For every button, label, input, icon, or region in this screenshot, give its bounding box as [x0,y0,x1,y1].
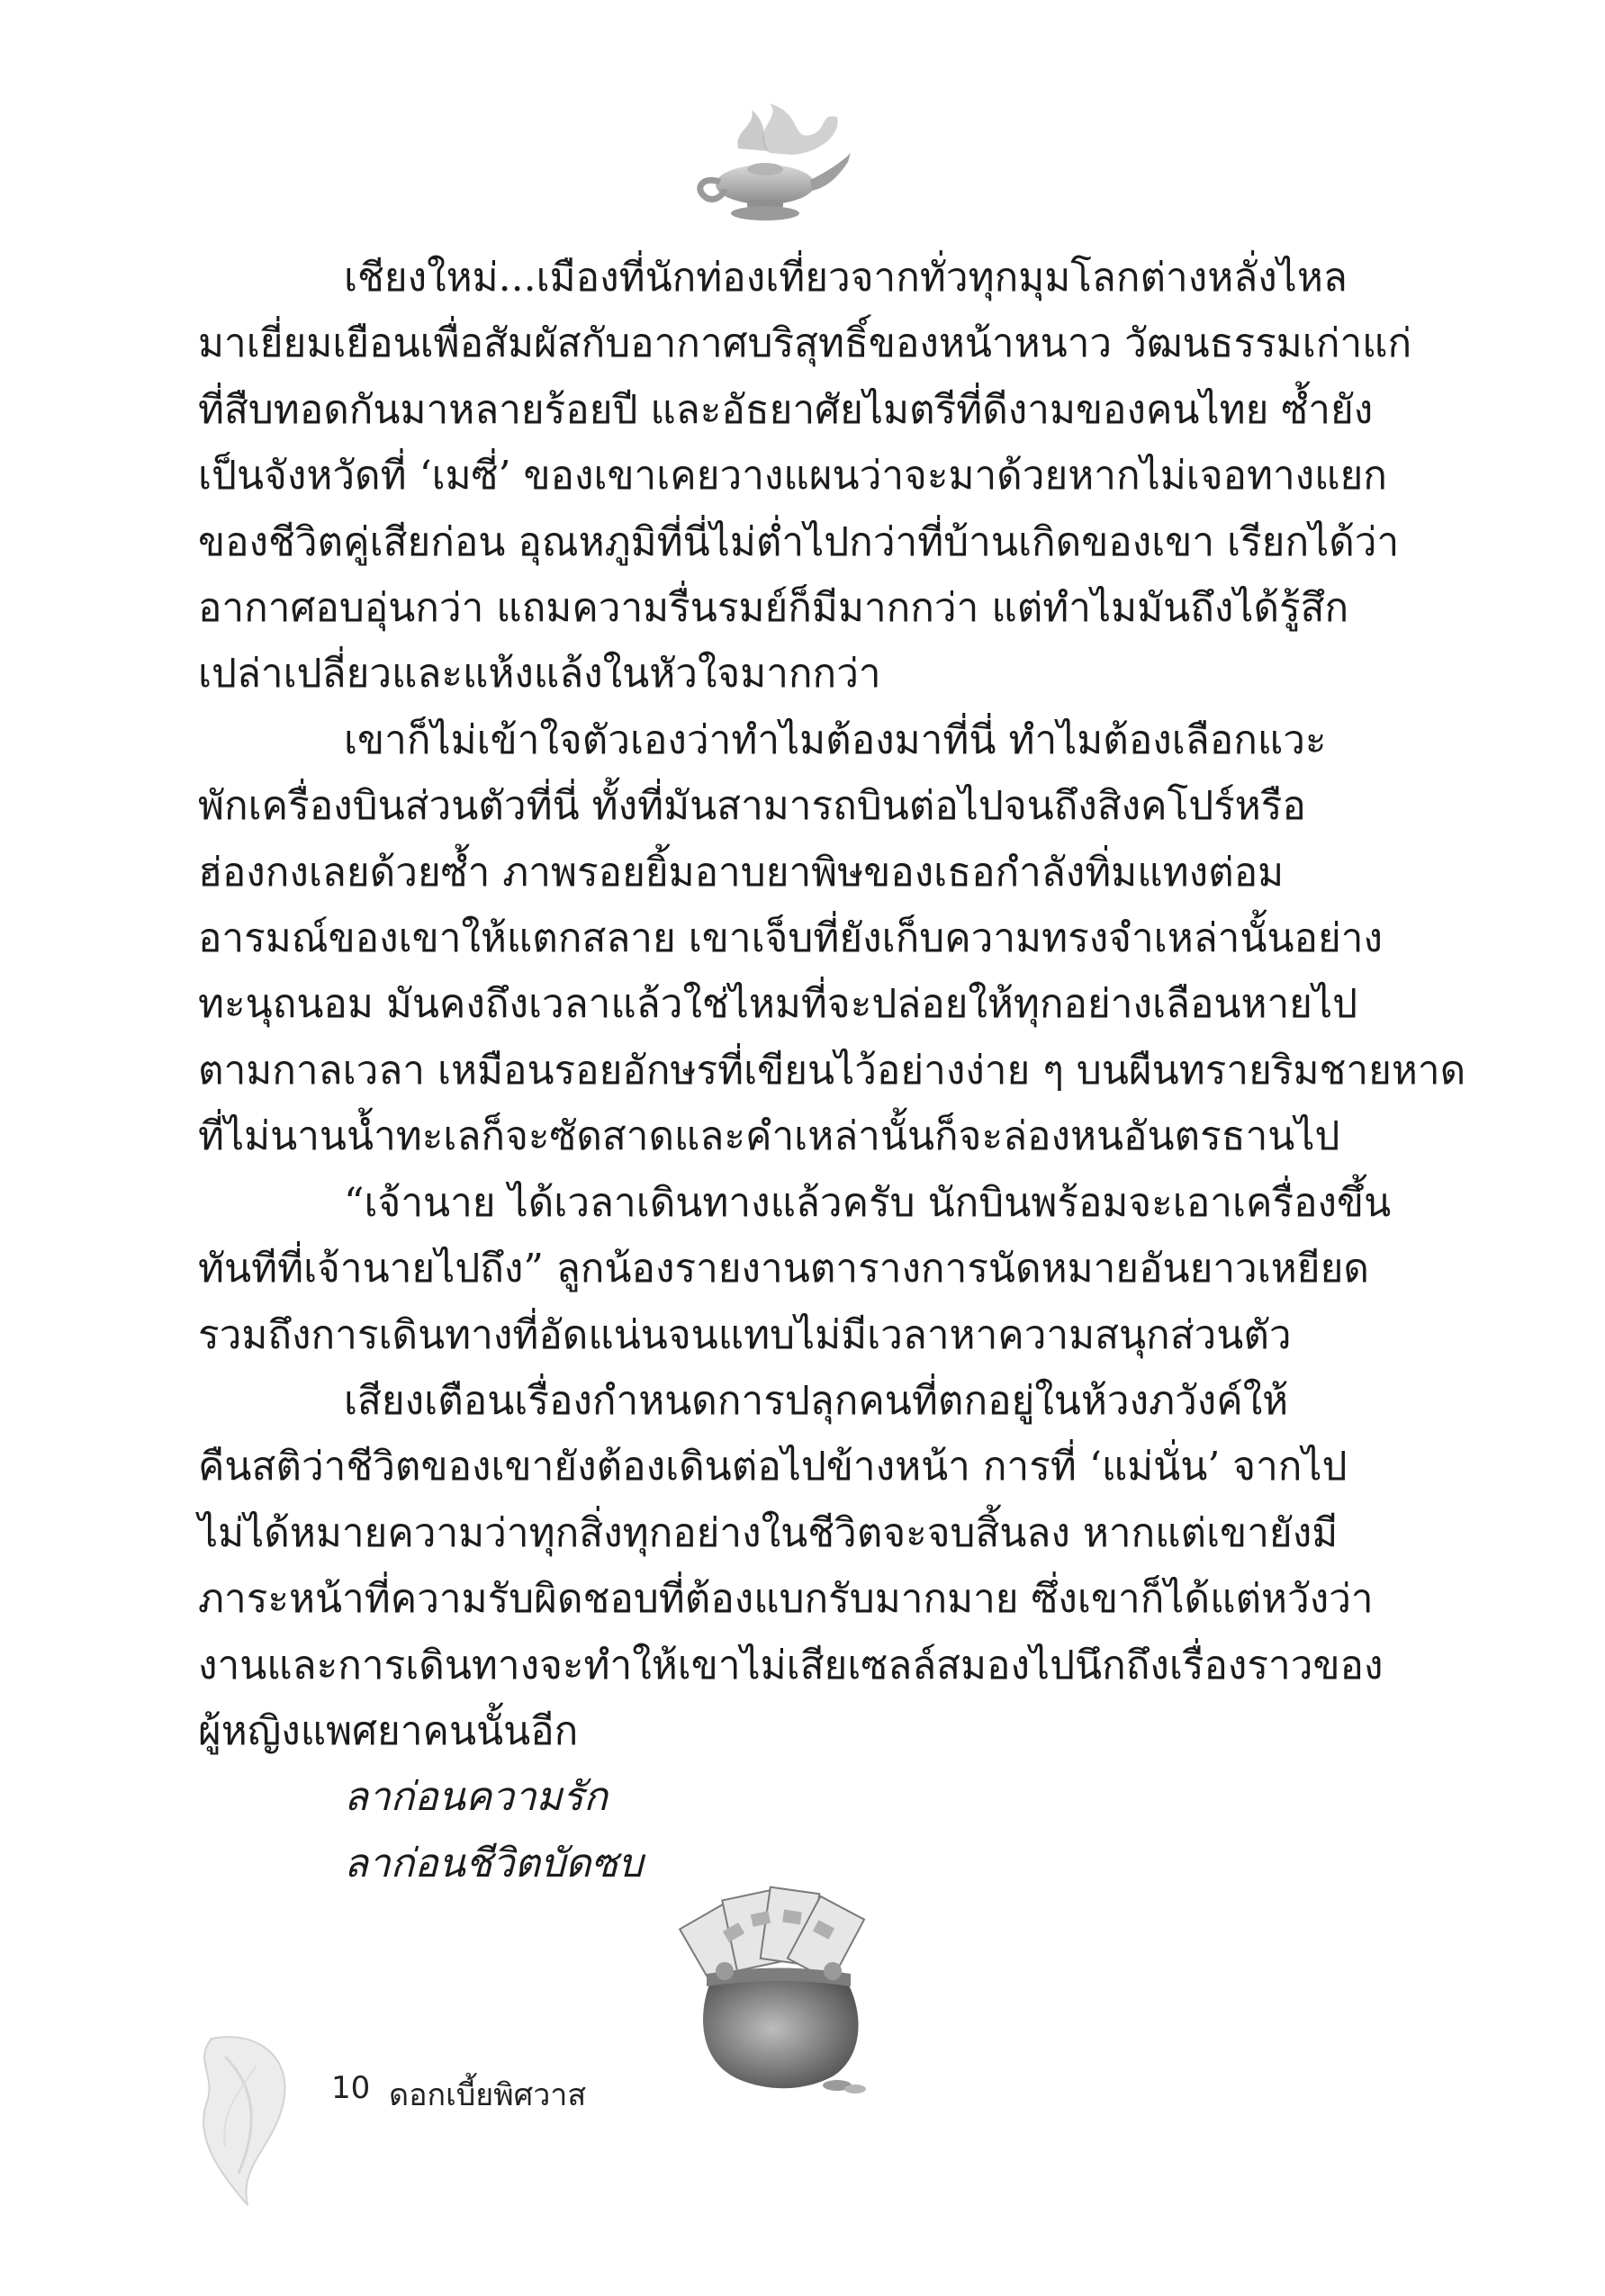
text-line: ตามกาลเวลา เหมือนรอยอักษรที่เขียนไว้อย่างง่าย ๆ บนผืนทรายริมชายหาด [198,1047,1466,1094]
ribbon-leaf-icon [185,2030,311,2210]
text-line: มาเยี่ยมเยือนเพื่อสัมผัสกับอากาศบริสุทธิ์ของหน้าหนาว วัฒนธรรมเก่าแก่ [198,320,1412,367]
text-line: ไม่ได้หมายความว่าทุกสิ่งทุกอย่างในชีวิตจะจบสิ้นลง หากแต่เขายังมี [198,1509,1339,1556]
paragraph [198,707,1466,1170]
text-line: “เจ้านาย ได้เวลาเดินทางแล้วครับ นักบินพร้อมจะเอาเครื่องขึ้น [344,1179,1392,1226]
text-line: งานและการเดินทางจะทำให้เขาไม่เสียเซลล์สมองไปนึกถึงเรื่องราวของ [198,1642,1384,1688]
text-line: ที่ไม่นานน้ำทะเลก็จะซัดสาดและคำเหล่านั้นก็จะล่องหนอันตรธานไป [198,1113,1340,1160]
verse-line: ลาก่อนความรัก [344,1774,608,1821]
paragraph [198,245,1412,707]
book-title: ดอกเบี้ยพิศวาส [389,2077,587,2113]
text-line: คืนสติว่าชีวิตของเขายังต้องเดินต่อไปข้างหน้า การที่ ‘แม่นั่น’ จากไป [198,1444,1348,1490]
verse-line: ลาก่อนชีวิตบัดซบ [344,1840,644,1886]
text-line: เขาก็ไม่เข้าใจตัวเองว่าทำไมต้องมาที่นี่ ทำไมต้องเลือกแวะ [344,716,1327,763]
text-line: อากาศอบอุ่นกว่า แถมความรื่นรมย์ก็มีมากกว่า แต่ทำไมมันถึงได้รู้สึก [198,585,1349,632]
text-line: ผู้หญิงแพศยาคนนั้นอีก [198,1707,579,1754]
text-line: ภาระหน้าที่ความรับผิดชอบที่ต้องแบกรับมากมาย ซึ่งเขาก็ได้แต่หวังว่า [198,1576,1374,1623]
money-purse-icon [671,1877,887,2097]
text-line: ที่สืบทอดกันมาหลายร้อยปี และอัธยาศัยไมตรีที่ดีงามของคนไทย ซ้ำยัง [198,386,1374,433]
text-line: ทะนุถนอม มันคงถึงเวลาแล้วใช่ไหมที่จะปล่อยให้ทุกอย่างเลือนหายไป [198,981,1358,1028]
paragraph [198,1368,1384,1764]
text-line: รวมถึงการเดินทางที่อัดแน่นจนแทบไม่มีเวลาหาความสนุกส่วนตัว [198,1311,1292,1358]
text-line: เป็นจังหวัดที่ ‘เมซี่’ ของเขาเคยวางแผนว่าจะมาด้วยหากไม่เจอทางแยก [198,453,1387,500]
text-line: ฮ่องกงเลยด้วยซ้ำ ภาพรอยยิ้มอาบยาพิษของเธอกำลังทิ่มแทงต่อม [198,849,1285,896]
page-number: 10 [331,2070,371,2106]
text-line: ทันทีที่เจ้านายไปถึง” ลูกน้องรายงานตารางการนัดหมายอันยาวเหยียด [198,1246,1369,1292]
genie-lamp-icon [684,99,855,234]
body-text [198,245,1466,1896]
text-line: อารมณ์ของเขาให้แตกสลาย เขาเจ็บที่ยังเก็บความทรงจำเหล่านั้นอย่าง [198,915,1383,962]
text-line: พักเครื่องบินส่วนตัวที่นี่ ทั้งที่มันสามารถบินต่อไปจนถึงสิงคโปร์หรือ [198,783,1306,830]
paragraph [198,1170,1392,1368]
text-line: ของชีวิตคู่เสียก่อน อุณหภูมิที่นี่ไม่ต่ำไปกว่าที่บ้านเกิดของเขา เรียกได้ว่า [198,518,1400,565]
text-line: เปล่าเปลี่ยวและแห้งแล้งในหัวใจมากกว่า [198,651,881,698]
text-line: เสียงเตือนเรื่องกำหนดการปลุกคนที่ตกอยู่ในห้วงภวังค์ให้ [344,1377,1289,1424]
text-line: เชียงใหม่...เมืองที่นักท่องเที่ยวจากทั่วทุกมุมโลกต่างหลั่งไหล [344,255,1348,301]
